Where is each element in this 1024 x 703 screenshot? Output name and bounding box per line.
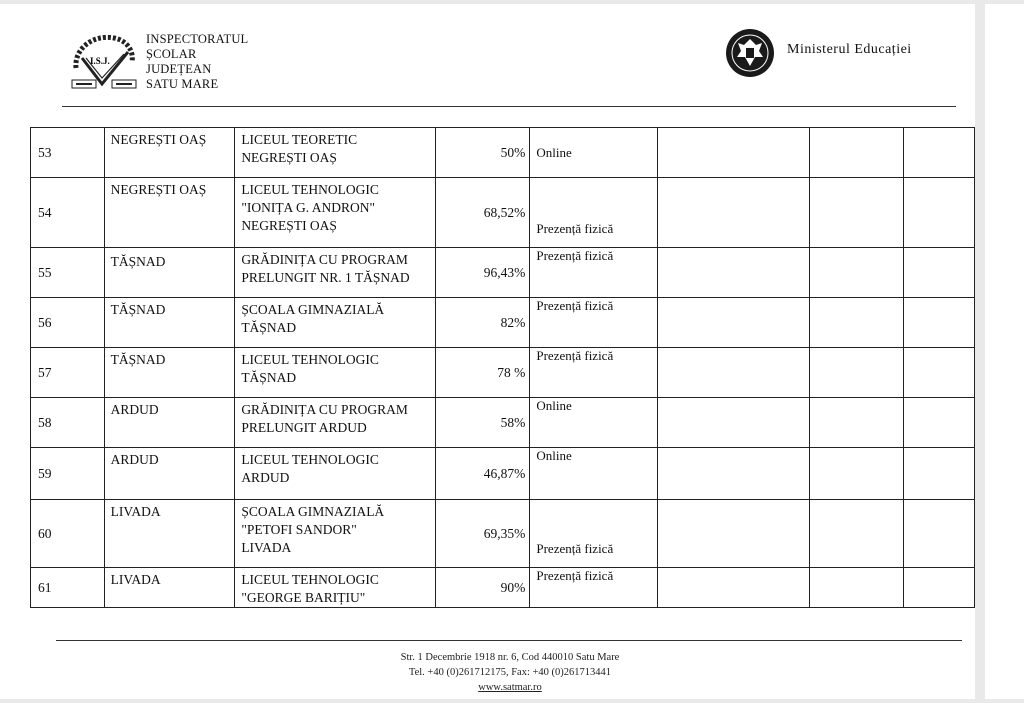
isj-logo-icon (68, 28, 140, 94)
locality: LIVADA (104, 568, 235, 608)
empty-cell (657, 448, 809, 500)
empty-cell (904, 348, 975, 398)
unit-line: "IONIȚA G. ANDRON" (241, 200, 375, 215)
locality: TĂȘNAD (104, 298, 235, 348)
table-row (31, 128, 975, 178)
unit-line: TĂȘNAD (241, 320, 297, 335)
empty-cell (657, 568, 809, 608)
percentage: 69,35% (435, 500, 530, 568)
next-page-edge (985, 4, 1024, 699)
percentage: 78 % (435, 348, 530, 398)
empty-cell (904, 398, 975, 448)
row-number: 53 (31, 128, 105, 178)
empty-cell (904, 248, 975, 298)
unit-line: TĂȘNAD (241, 370, 297, 385)
unit-line: "GEORGE BARIȚIU" (241, 590, 366, 605)
row-number: 59 (31, 448, 105, 500)
table-row (31, 398, 975, 448)
locality: NEGREȘTI OAȘ (104, 178, 235, 248)
ministry-crest-icon (725, 28, 775, 78)
attendance-mode: Prezență fizică (530, 248, 658, 298)
school-unit (235, 448, 435, 500)
isj-name (146, 32, 286, 92)
percentage: 90% (435, 568, 530, 608)
row-number: 58 (31, 398, 105, 448)
locality: TĂȘNAD (104, 348, 235, 398)
empty-cell (809, 398, 903, 448)
unit-line: LICEUL TEHNOLOGIC (241, 352, 379, 367)
table-row (31, 248, 975, 298)
school-unit (235, 568, 435, 608)
school-unit (235, 128, 435, 178)
empty-cell (809, 128, 903, 178)
empty-cell (657, 298, 809, 348)
table-row (31, 568, 975, 608)
school-unit (235, 348, 435, 398)
empty-cell (809, 500, 903, 568)
svg-text:I.S.J.: I.S.J. (90, 56, 110, 66)
header-divider (62, 106, 956, 107)
empty-cell (904, 178, 975, 248)
attendance-mode: Prezență fizică (530, 568, 658, 608)
document-page (0, 4, 975, 699)
footer-divider (56, 640, 962, 641)
isj-line: INSPECTORATUL (146, 32, 249, 46)
locality: ARDUD (104, 398, 235, 448)
empty-cell (657, 348, 809, 398)
percentage: 96,43% (435, 248, 530, 298)
attendance-mode: Prezență fizică (530, 348, 658, 398)
attendance-mode: Online (530, 128, 658, 178)
empty-cell (809, 178, 903, 248)
locality: NEGREȘTI OAȘ (104, 128, 235, 178)
empty-cell (809, 568, 903, 608)
isj-line: ȘCOLAR (146, 47, 197, 61)
percentage: 58% (435, 398, 530, 448)
empty-cell (809, 248, 903, 298)
percentage: 50% (435, 128, 530, 178)
unit-line: ȘCOALA GIMNAZIALĂ (241, 504, 385, 519)
unit-line: ARDUD (241, 470, 290, 485)
table-row (31, 178, 975, 248)
unit-line: NEGREȘTI OAȘ (241, 218, 337, 233)
footer-contact: Tel. +40 (0)261712175, Fax: +40 (0)261713441 (408, 667, 612, 678)
row-number: 54 (31, 178, 105, 248)
row-number: 60 (31, 500, 105, 568)
unit-line: ȘCOALA GIMNAZIALĂ (241, 302, 385, 317)
table-row (31, 348, 975, 398)
percentage: 82% (435, 298, 530, 348)
unit-line: LICEUL TEORETIC (241, 132, 358, 147)
locality: ARDUD (104, 448, 235, 500)
unit-line: NEGREȘTI OAȘ (241, 150, 337, 165)
unit-line: GRĂDINIȚA CU PROGRAM (241, 252, 408, 267)
empty-cell (657, 398, 809, 448)
table-row (31, 448, 975, 500)
table-row (31, 500, 975, 568)
school-unit (235, 500, 435, 568)
footer (0, 650, 1020, 695)
row-number: 55 (31, 248, 105, 298)
empty-cell (809, 448, 903, 500)
empty-cell (657, 248, 809, 298)
empty-cell (657, 500, 809, 568)
locality: LIVADA (104, 500, 235, 568)
empty-cell (809, 298, 903, 348)
school-unit (235, 248, 435, 298)
attendance-mode: Online (530, 448, 658, 500)
table-row (31, 298, 975, 348)
row-number: 57 (31, 348, 105, 398)
attendance-mode: Online (530, 398, 658, 448)
school-unit (235, 398, 435, 448)
footer-address: Str. 1 Decembrie 1918 nr. 6, Cod 440010 Satu Mare (400, 652, 620, 663)
results-table (30, 127, 975, 608)
empty-cell (904, 568, 975, 608)
percentage: 46,87% (435, 448, 530, 500)
unit-line: PRELUNGIT NR. 1 TĂȘNAD (241, 270, 410, 285)
percentage: 68,52% (435, 178, 530, 248)
unit-line: LICEUL TEHNOLOGIC (241, 572, 379, 587)
row-number: 56 (31, 298, 105, 348)
isj-line: SATU MARE (146, 77, 219, 91)
empty-cell (904, 128, 975, 178)
ministry-name: Ministerul Educației (787, 42, 912, 57)
attendance-mode: Prezență fizică (530, 178, 658, 248)
attendance-mode: Prezență fizică (530, 298, 658, 348)
unit-line: LICEUL TEHNOLOGIC (241, 452, 379, 467)
empty-cell (904, 500, 975, 568)
empty-cell (657, 178, 809, 248)
school-unit (235, 298, 435, 348)
empty-cell (809, 348, 903, 398)
website-link[interactable]: www.satmar.ro (478, 682, 542, 693)
unit-line: PRELUNGIT ARDUD (241, 420, 367, 435)
row-number: 61 (31, 568, 105, 608)
empty-cell (657, 128, 809, 178)
locality: TĂȘNAD (104, 248, 235, 298)
unit-line: "PETOFI SANDOR" (241, 522, 357, 537)
attendance-mode: Prezență fizică (530, 500, 658, 568)
empty-cell (904, 448, 975, 500)
unit-line: LIVADA (241, 540, 292, 555)
isj-line: JUDEȚEAN (146, 62, 212, 76)
empty-cell (904, 298, 975, 348)
unit-line: GRĂDINIȚA CU PROGRAM (241, 402, 408, 417)
school-unit (235, 178, 435, 248)
unit-line: LICEUL TEHNOLOGIC (241, 182, 379, 197)
